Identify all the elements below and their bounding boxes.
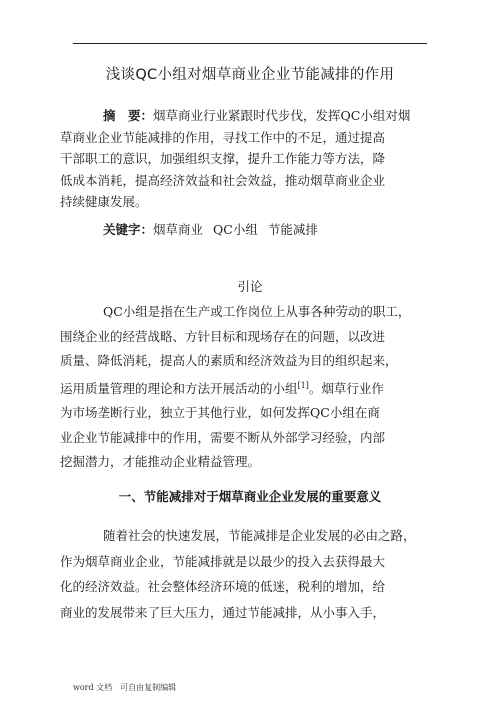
abstract-line-1: 摘 要：烟草商业行业紧跟时代步伐，发挥QC小组对烟 [103,108,411,123]
section-1-line: 随着社会的快速发展，节能减排是企业发展的必由之路， [103,528,416,543]
abstract-line-4: 低成本消耗，提高经济效益和社会效益，推动烟草商业企业 [60,172,386,188]
intro-heading: 引论 [237,279,263,294]
abstract-line-2: 草商业企业节能减排的作用，寻找工作中的不足，通过提高 [60,129,386,145]
header-rule [73,43,427,44]
intro-line: 业企业节能减排中的作用，需要不断从外部学习经验，内部 [60,429,386,445]
intro-line: 围绕企业的经营战略、方针目标和现场存在的问题，以改进 [60,328,386,344]
section-1-line: 化的经济效益。社会整体经济环境的低迷，税利的增加，给 [60,579,386,594]
keywords-label: 关键字： [103,222,154,237]
abstract-line-5: 持续健康发展。 [60,194,148,209]
intro-line: 挖掘潜力，才能推动企业精益管理。 [60,454,261,470]
intro-paragraph [60,300,440,475]
abstract-line-3: 干部职工的意识，加强组织支撑，提升工作能力等方法，降 [60,151,386,166]
page-footer: word 文档 可自由复制编辑 [73,683,177,692]
citation: [1] [297,380,309,390]
keywords [103,220,433,238]
document-title: 浅谈QC小组对烟草商业企业节能减排的作用 [105,67,395,83]
section-1-paragraph [60,523,440,625]
section-1-heading: 一、节能减排对于烟草商业企业发展的重要意义 [118,489,382,504]
intro-line: 质量、降低消耗，提高人的素质和经济效益为目的组织起来， [60,353,398,368]
abstract-label: 摘 要： [103,108,154,123]
abstract [60,105,433,213]
keyword: 烟草商业 [153,222,204,237]
intro-line: QC小组是指在生产或工作岗位上从事各种劳动的职工， [103,304,411,319]
section-1-line: 作为烟草商业企业，节能减排就是以最少的投入去获得最大 [60,553,386,569]
keyword: 节能减排 [267,222,318,237]
intro-line: 运用质量管理的理论和方法开展活动的小组[1]。烟草行业作 [60,380,384,396]
intro-line: 为市场垄断行业，独立于其他行业，如何发挥QC小组在商 [60,405,380,421]
keyword: QC小组 [213,222,258,237]
section-1-line: 商业的发展带来了巨大压力，通过节能减排，从小事入手， [60,604,386,620]
